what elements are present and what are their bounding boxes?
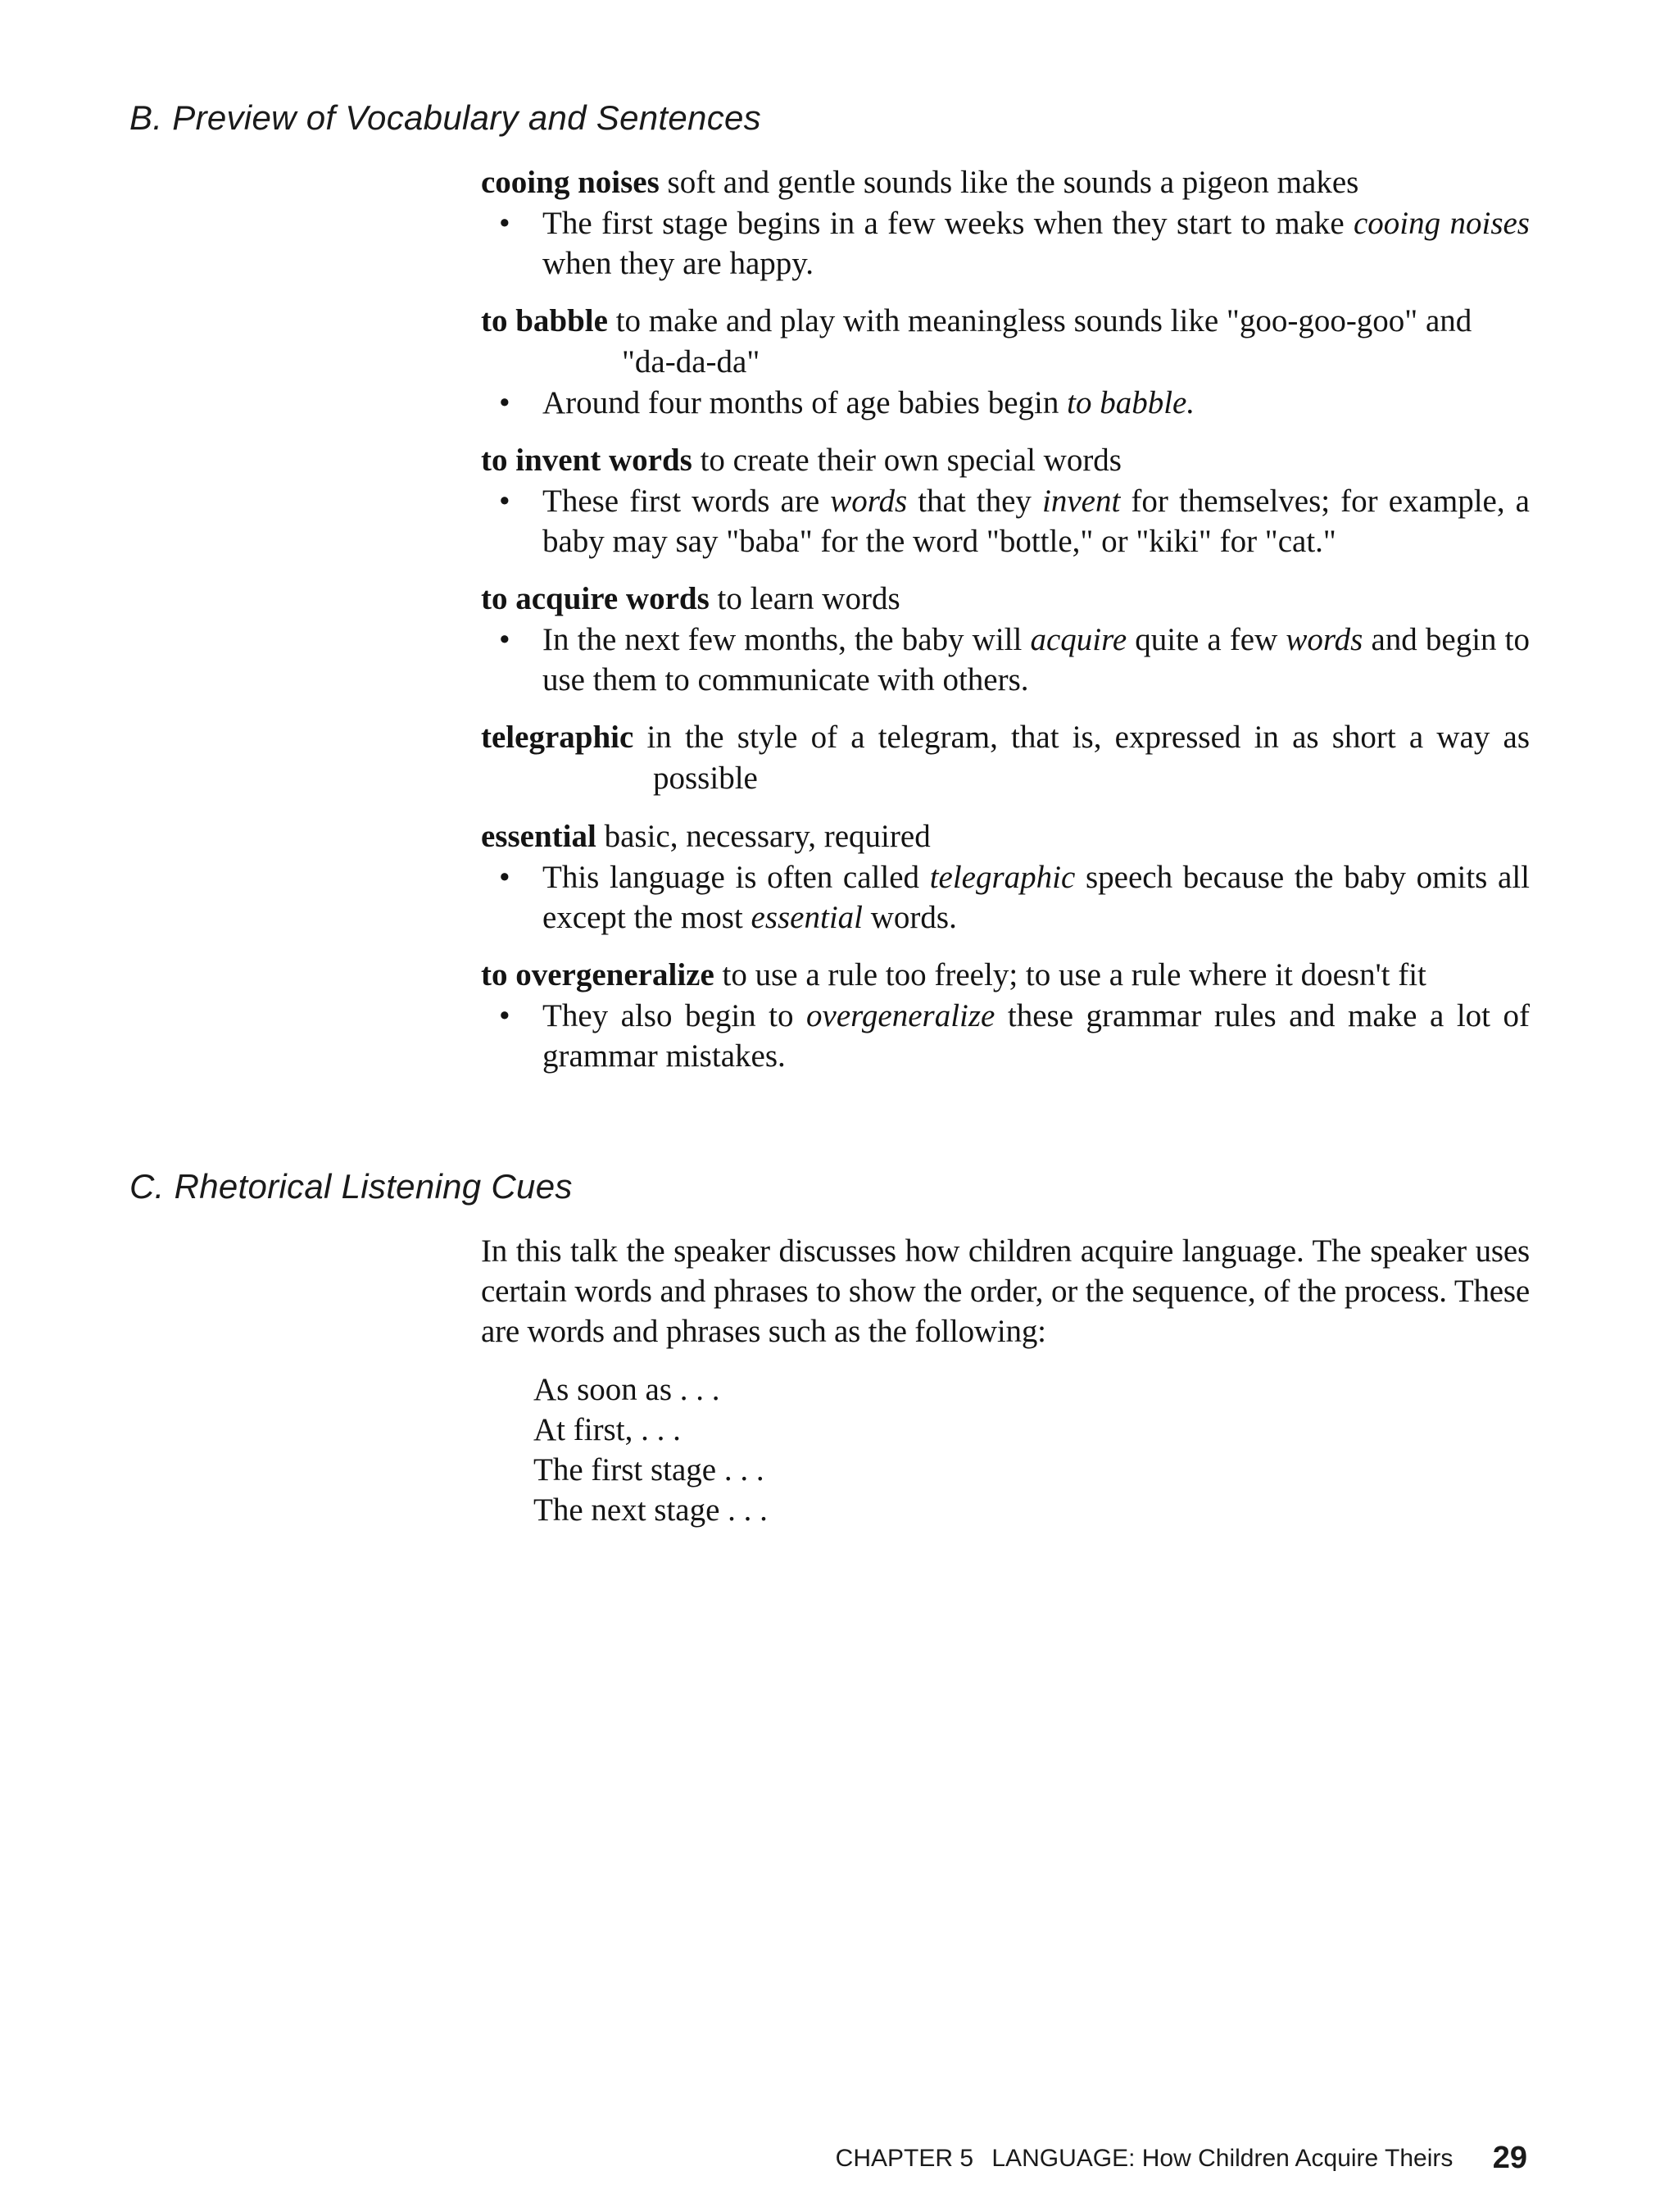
vocab-entry-to-invent-words xyxy=(481,440,1530,561)
vocab-definition xyxy=(481,717,1530,799)
vocab-term: telegraphic xyxy=(481,720,634,755)
example-text: In the next few months, the baby will xyxy=(542,622,1031,657)
vocab-entry-to-acquire-words xyxy=(481,579,1530,700)
example-text: This language is often called xyxy=(542,860,930,895)
definition-text: in the style of a telegram, that is, expressed in as short a way as possible xyxy=(646,720,1530,796)
example-emphasis: words xyxy=(830,484,908,519)
definition-text: to learn words xyxy=(717,581,900,616)
example-sentence xyxy=(481,857,1530,938)
example-text: that they xyxy=(907,484,1043,519)
vocabulary-list xyxy=(481,162,1530,1093)
vocab-term: essential xyxy=(481,819,596,854)
example-emphasis: to babble. xyxy=(1067,385,1195,420)
vocab-entry-cooing-noises xyxy=(481,162,1530,284)
vocab-definition xyxy=(481,301,1530,383)
example-emphasis: invent xyxy=(1042,484,1121,519)
vocab-term: to babble xyxy=(481,303,608,338)
vocab-term: to acquire words xyxy=(481,581,710,616)
example-text: when they are happy. xyxy=(542,246,814,281)
vocab-entry-essential xyxy=(481,816,1530,938)
vocab-definition xyxy=(481,955,1530,996)
vocab-definition xyxy=(481,579,1530,620)
bullet-icon: • xyxy=(499,998,510,1033)
example-text: these grammar rules and make a lot of grammar mistakes. xyxy=(542,998,1530,1074)
example-text: They also begin to xyxy=(542,998,807,1033)
example-text: Around four months of age babies begin xyxy=(542,385,1068,420)
example-emphasis: words xyxy=(1286,622,1363,657)
page-footer xyxy=(836,2139,1527,2174)
chapter-title: LANGUAGE: How Children Acquire Theirs xyxy=(991,2145,1454,2172)
example-text: The first stage begins in a few weeks when they start to make xyxy=(542,206,1354,241)
example-text: speech because the baby omits all except the most xyxy=(542,860,1530,935)
example-sentence xyxy=(481,620,1530,700)
bullet-icon: • xyxy=(499,206,510,241)
definition-text: basic, necessary, required xyxy=(604,819,931,854)
example-text: These first words are xyxy=(542,484,831,519)
vocab-term: to invent words xyxy=(481,443,692,478)
example-emphasis: essential xyxy=(751,900,863,935)
vocab-entry-to-overgeneralize xyxy=(481,955,1530,1076)
cue-item: As soon as . . . xyxy=(533,1372,720,1407)
example-emphasis: cooing noises xyxy=(1354,206,1530,241)
example-sentence xyxy=(481,383,1530,423)
listening-cues-section xyxy=(481,1231,1530,1530)
chapter-label: CHAPTER 5 xyxy=(835,2145,974,2172)
example-text: words. xyxy=(863,900,957,935)
example-sentence xyxy=(481,481,1530,561)
example-text: and begin to use them to communicate with others. xyxy=(542,622,1530,697)
cue-list xyxy=(533,1369,1530,1530)
section-c-heading: C. Rhetorical Listening Cues xyxy=(129,1167,573,1206)
vocab-entry-telegraphic xyxy=(481,717,1530,799)
cues-paragraph: In this talk the speaker discusses how children acquire language. The speaker uses certain words and phrases to show the order, or the sequence, of the process. These are words and phrases such as the following: xyxy=(481,1233,1530,1349)
example-text: quite a few xyxy=(1127,622,1286,657)
cue-item: The next stage . . . xyxy=(533,1492,768,1528)
vocab-definition xyxy=(481,816,1530,857)
definition-text: to use a rule too freely; to use a rule where it doesn't fit xyxy=(722,957,1426,992)
section-b-heading: B. Preview of Vocabulary and Sentences xyxy=(129,98,761,137)
bullet-icon: • xyxy=(499,385,510,420)
bullet-icon: • xyxy=(499,484,510,519)
example-text: for themselves; for example, a baby may say "baba" for the word "bottle," or "kiki" for "cat." xyxy=(542,484,1530,559)
page-number: 29 xyxy=(1492,2141,1527,2175)
definition-text: to make and play with meaningless sounds like "goo-goo-goo" and "da-da-da" xyxy=(615,303,1472,379)
vocab-term: cooing noises xyxy=(481,165,660,200)
vocab-definition xyxy=(481,440,1530,481)
cue-item: At first, . . . xyxy=(533,1412,681,1447)
example-emphasis: telegraphic xyxy=(929,860,1076,895)
bullet-icon: • xyxy=(499,860,510,895)
cue-item: The first stage . . . xyxy=(533,1452,764,1488)
example-sentence xyxy=(481,203,1530,284)
vocab-definition xyxy=(481,162,1530,203)
definition-text: soft and gentle sounds like the sounds a pigeon makes xyxy=(667,165,1359,200)
definition-text: to create their own special words xyxy=(700,443,1122,478)
bullet-icon: • xyxy=(499,622,510,657)
example-emphasis: acquire xyxy=(1030,622,1127,657)
vocab-term: to overgeneralize xyxy=(481,957,714,992)
vocab-entry-to-babble xyxy=(481,301,1530,423)
example-emphasis: overgeneralize xyxy=(806,998,995,1033)
example-sentence xyxy=(481,996,1530,1076)
